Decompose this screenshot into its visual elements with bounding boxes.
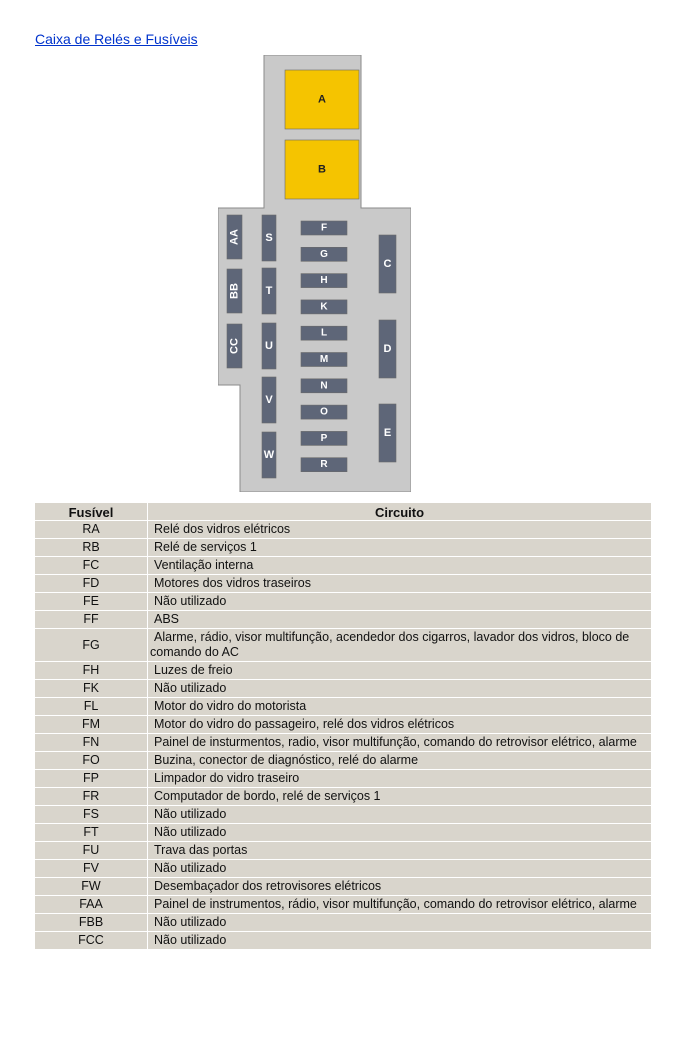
fuse-circuit: [148, 680, 652, 698]
fuse-m-label: M: [319, 354, 329, 365]
table-row: [35, 842, 651, 860]
fuse-h: [301, 274, 347, 288]
fuse-circuit: [148, 788, 652, 806]
fuse-bb: [227, 269, 242, 313]
fuse-circuit-text: Não utilizado: [154, 807, 227, 821]
fuse-code: FO: [35, 752, 148, 770]
fuse-circuit: [148, 716, 652, 734]
fuse-circuit-text: Não utilizado: [154, 933, 227, 947]
fuse-box-link[interactable]: Caixa de Relés e Fusíveis: [35, 31, 198, 47]
fuse-code: FW: [35, 878, 148, 896]
fuse-circuit-text: Computador de bordo, relé de serviços 1: [154, 789, 381, 803]
fuse-box-diagram: [218, 55, 411, 492]
relay-a: [285, 70, 359, 129]
fuse-circuit-text: Trava das portas: [154, 843, 248, 857]
table-row: [35, 680, 651, 698]
fuse-circuit-text: Não utilizado: [154, 861, 227, 875]
fuse-code: FV: [35, 860, 148, 878]
table-row: [35, 806, 651, 824]
fuse-w-label: W: [263, 449, 275, 461]
fuse-code: FBB: [35, 914, 148, 932]
fuse-r-label: R: [320, 459, 328, 471]
fuse-circuit-text: Desembaçador dos retrovisores elétricos: [154, 879, 382, 893]
fuse-circuit-text: Ventilação interna: [154, 558, 254, 572]
fuse-d: [379, 320, 396, 378]
table-row: [35, 860, 651, 878]
fuse-circuit: [148, 860, 652, 878]
fuse-circuit: [148, 878, 652, 896]
fuse-e-label: E: [383, 427, 392, 439]
fuse-circuit: [148, 770, 652, 788]
fuse-circuit-text: ABS: [154, 612, 180, 626]
table-row: [35, 824, 651, 842]
fuse-aa-label: AA: [228, 229, 241, 245]
fuse-cc: [227, 324, 242, 368]
fuse-circuit: [148, 914, 652, 932]
fuse-f: [301, 221, 347, 235]
fuse-code: FT: [35, 824, 148, 842]
fuse-circuit: [148, 539, 652, 557]
header-circuit: Circuito: [148, 503, 652, 521]
fuse-circuit-text: Motor do vidro do passageiro, relé dos vidros elétricos: [154, 717, 455, 731]
table-row: [35, 788, 651, 806]
fuse-code: FCC: [35, 932, 148, 950]
fuse-s: [262, 215, 276, 261]
fuse-circuit-text: Motores dos vidros traseiros: [154, 576, 312, 590]
fuse-circuit-text: Buzina, conector de diagnóstico, relé do alarme: [154, 753, 419, 767]
fuse-r: [301, 458, 347, 472]
fuse-circuit: [148, 896, 652, 914]
fuse-table: [35, 503, 651, 949]
fuse-code: FAA: [35, 896, 148, 914]
fuse-c: [379, 235, 396, 293]
fuse-circuit-text: Motor do vidro do motorista: [154, 699, 307, 713]
fuse-circuit: [148, 629, 652, 662]
table-row: [35, 734, 651, 752]
fuse-code: FR: [35, 788, 148, 806]
fuse-code: FH: [35, 662, 148, 680]
table-row: [35, 575, 651, 593]
fuse-code: FE: [35, 593, 148, 611]
table-row: [35, 557, 651, 575]
fuse-d-label: D: [383, 343, 392, 355]
fuse-o: [301, 405, 347, 419]
fuse-code: FG: [35, 629, 148, 662]
fuse-w: [262, 432, 276, 478]
fuse-u: [262, 323, 276, 369]
fuse-m: [301, 353, 347, 367]
fuse-u-label: U: [265, 340, 273, 352]
fuse-cc-label: CC: [228, 338, 241, 354]
fuse-circuit: [148, 842, 652, 860]
table-row: [35, 914, 651, 932]
fuse-h-label: H: [320, 275, 328, 287]
fuse-circuit-text: Luzes de freio: [154, 663, 233, 677]
fuse-circuit: [148, 662, 652, 680]
fuse-aa: [227, 215, 242, 259]
fuse-f-label: F: [320, 222, 328, 234]
fuse-circuit: [148, 575, 652, 593]
table-row: [35, 752, 651, 770]
table-row: [35, 593, 651, 611]
fuse-p: [301, 431, 347, 445]
fuse-circuit-text: Painel de instrumentos, rádio, visor multifunção, comando do retrovisor elétrico, alarme: [154, 897, 637, 911]
fuse-c-label: C: [383, 258, 392, 270]
fuse-circuit: [148, 593, 652, 611]
fuse-k-label: K: [320, 301, 328, 313]
fuse-code: FD: [35, 575, 148, 593]
relay-b-label: B: [318, 163, 326, 176]
fuse-bb-label: BB: [228, 283, 241, 299]
fuse-t: [262, 268, 276, 314]
fuse-circuit: [148, 698, 652, 716]
fuse-circuit-text: Não utilizado: [154, 681, 227, 695]
table-row: [35, 698, 651, 716]
table-row: [35, 662, 651, 680]
relay-b: [285, 140, 359, 199]
table-row: [35, 611, 651, 629]
fuse-n: [301, 379, 347, 393]
fuse-circuit-text: Limpador do vidro traseiro: [154, 771, 300, 785]
fuse-circuit-text: Não utilizado: [154, 915, 227, 929]
table-row: [35, 878, 651, 896]
fuse-g: [301, 247, 347, 261]
fuse-circuit: [148, 521, 652, 539]
table-row: [35, 932, 651, 950]
fuse-circuit: [148, 752, 652, 770]
fuse-e: [379, 404, 396, 462]
fuse-code: FU: [35, 842, 148, 860]
fuse-circuit: [148, 611, 652, 629]
fuse-circuit-text: Alarme, rádio, visor multifunção, acendedor dos cigarros, lavador dos vidros, bloco de comando do AC: [150, 630, 630, 659]
fuse-v-label: V: [265, 394, 273, 406]
table-row: [35, 770, 651, 788]
fuse-code: FC: [35, 557, 148, 575]
fuse-code: FN: [35, 734, 148, 752]
fuse-v: [262, 377, 276, 423]
table-row: [35, 896, 651, 914]
fuse-k: [301, 300, 347, 314]
fuse-circuit-text: Relé de serviços 1: [154, 540, 257, 554]
table-row: [35, 539, 651, 557]
header-fuse: Fusível: [35, 503, 148, 521]
fuse-p-label: P: [320, 432, 328, 444]
fuse-t-label: T: [265, 285, 273, 297]
fuse-o-label: O: [320, 406, 328, 418]
fuse-code: FS: [35, 806, 148, 824]
fuse-circuit-text: Painel de insturmentos, radio, visor multifunção, comando do retrovisor elétrico, alarme: [154, 735, 637, 749]
fuse-circuit-text: Relé dos vidros elétricos: [154, 522, 291, 536]
fuse-circuit: [148, 824, 652, 842]
fuse-l-label: L: [320, 327, 328, 339]
table-row: [35, 716, 651, 734]
fuse-circuit-text: Não utilizado: [154, 825, 227, 839]
relay-a-label: A: [318, 93, 326, 106]
fuse-code: FM: [35, 716, 148, 734]
fuse-l: [301, 326, 347, 340]
fuse-table-container: [35, 503, 651, 949]
table-row: [35, 521, 651, 539]
fuse-circuit: [148, 557, 652, 575]
fuse-code: RB: [35, 539, 148, 557]
fuse-code: FP: [35, 770, 148, 788]
table-row: [35, 629, 651, 662]
fuse-code: FF: [35, 611, 148, 629]
table-header-row: [35, 503, 651, 521]
fuse-code: RA: [35, 521, 148, 539]
fuse-code: FK: [35, 680, 148, 698]
fuse-s-label: S: [265, 232, 273, 244]
fuse-code: FL: [35, 698, 148, 716]
fuse-circuit-text: Não utilizado: [154, 594, 227, 608]
fuse-circuit: [148, 734, 652, 752]
fuse-n-label: N: [320, 380, 328, 392]
fuse-circuit: [148, 806, 652, 824]
fuse-circuit: [148, 932, 652, 950]
fuse-g-label: G: [320, 248, 328, 260]
